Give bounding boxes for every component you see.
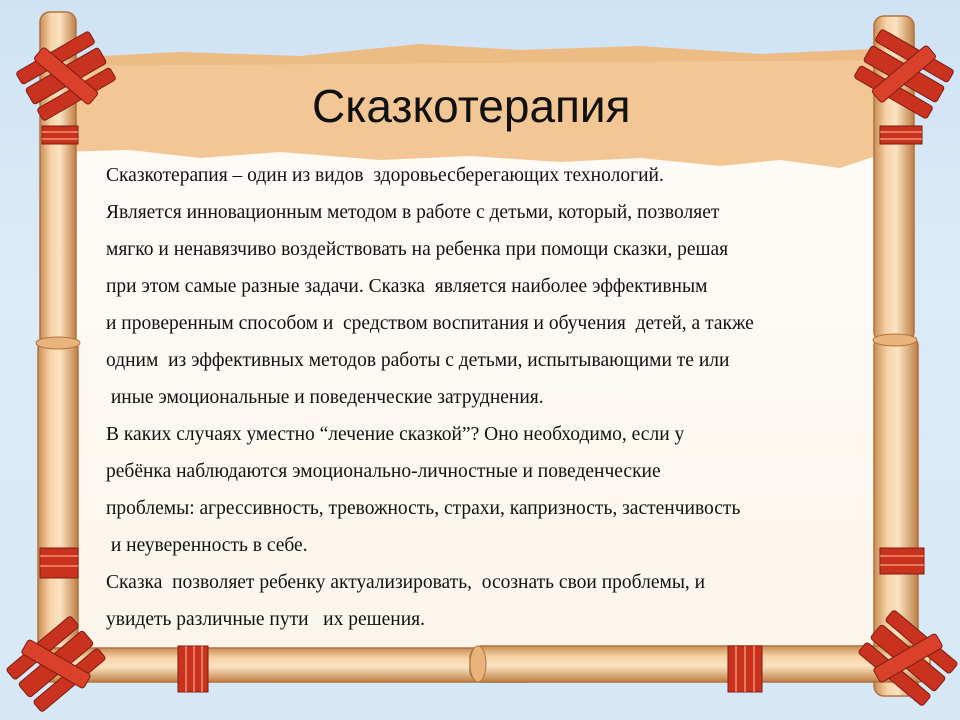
body-line: Является инновационным методом в работе с детьми, который, позволяет [106,202,720,223]
body-line: Сказка позволяет ребенку актуализировать, осознать свои проблемы, и [106,572,706,593]
body-line: иные эмоциональные и поведенческие затруднения. [106,387,544,408]
body-line: проблемы: агрессивность, тревожность, страхи, капризность, застенчивость [106,498,741,519]
slide-title: Сказкотерапия [312,80,631,132]
body-line: и проверенным способом и средством воспитания и обучения детей, а также [106,313,754,334]
body-line: одним из эффективных методов работы с детьми, испытывающими те или [106,350,730,371]
body-line: мягко и ненавязчиво воздействовать на ребенка при помощи сказки, решая [106,239,729,260]
body-line: ребёнка наблюдаются эмоционально-личностные и поведенческие [106,461,661,482]
body-line: при этом самые разные задачи. Сказка является наиболее эффективным [106,276,708,297]
body-line: Сказкотерапия – один из видов здоровьесберегающих технологий. [106,165,664,186]
body-line: и неуверенность в себе. [106,535,308,556]
body-line: увидеть различные пути их решения. [106,609,426,630]
body-line: В каких случаях уместно “лечение сказкой”? Оно необходимо, если у [106,424,685,445]
